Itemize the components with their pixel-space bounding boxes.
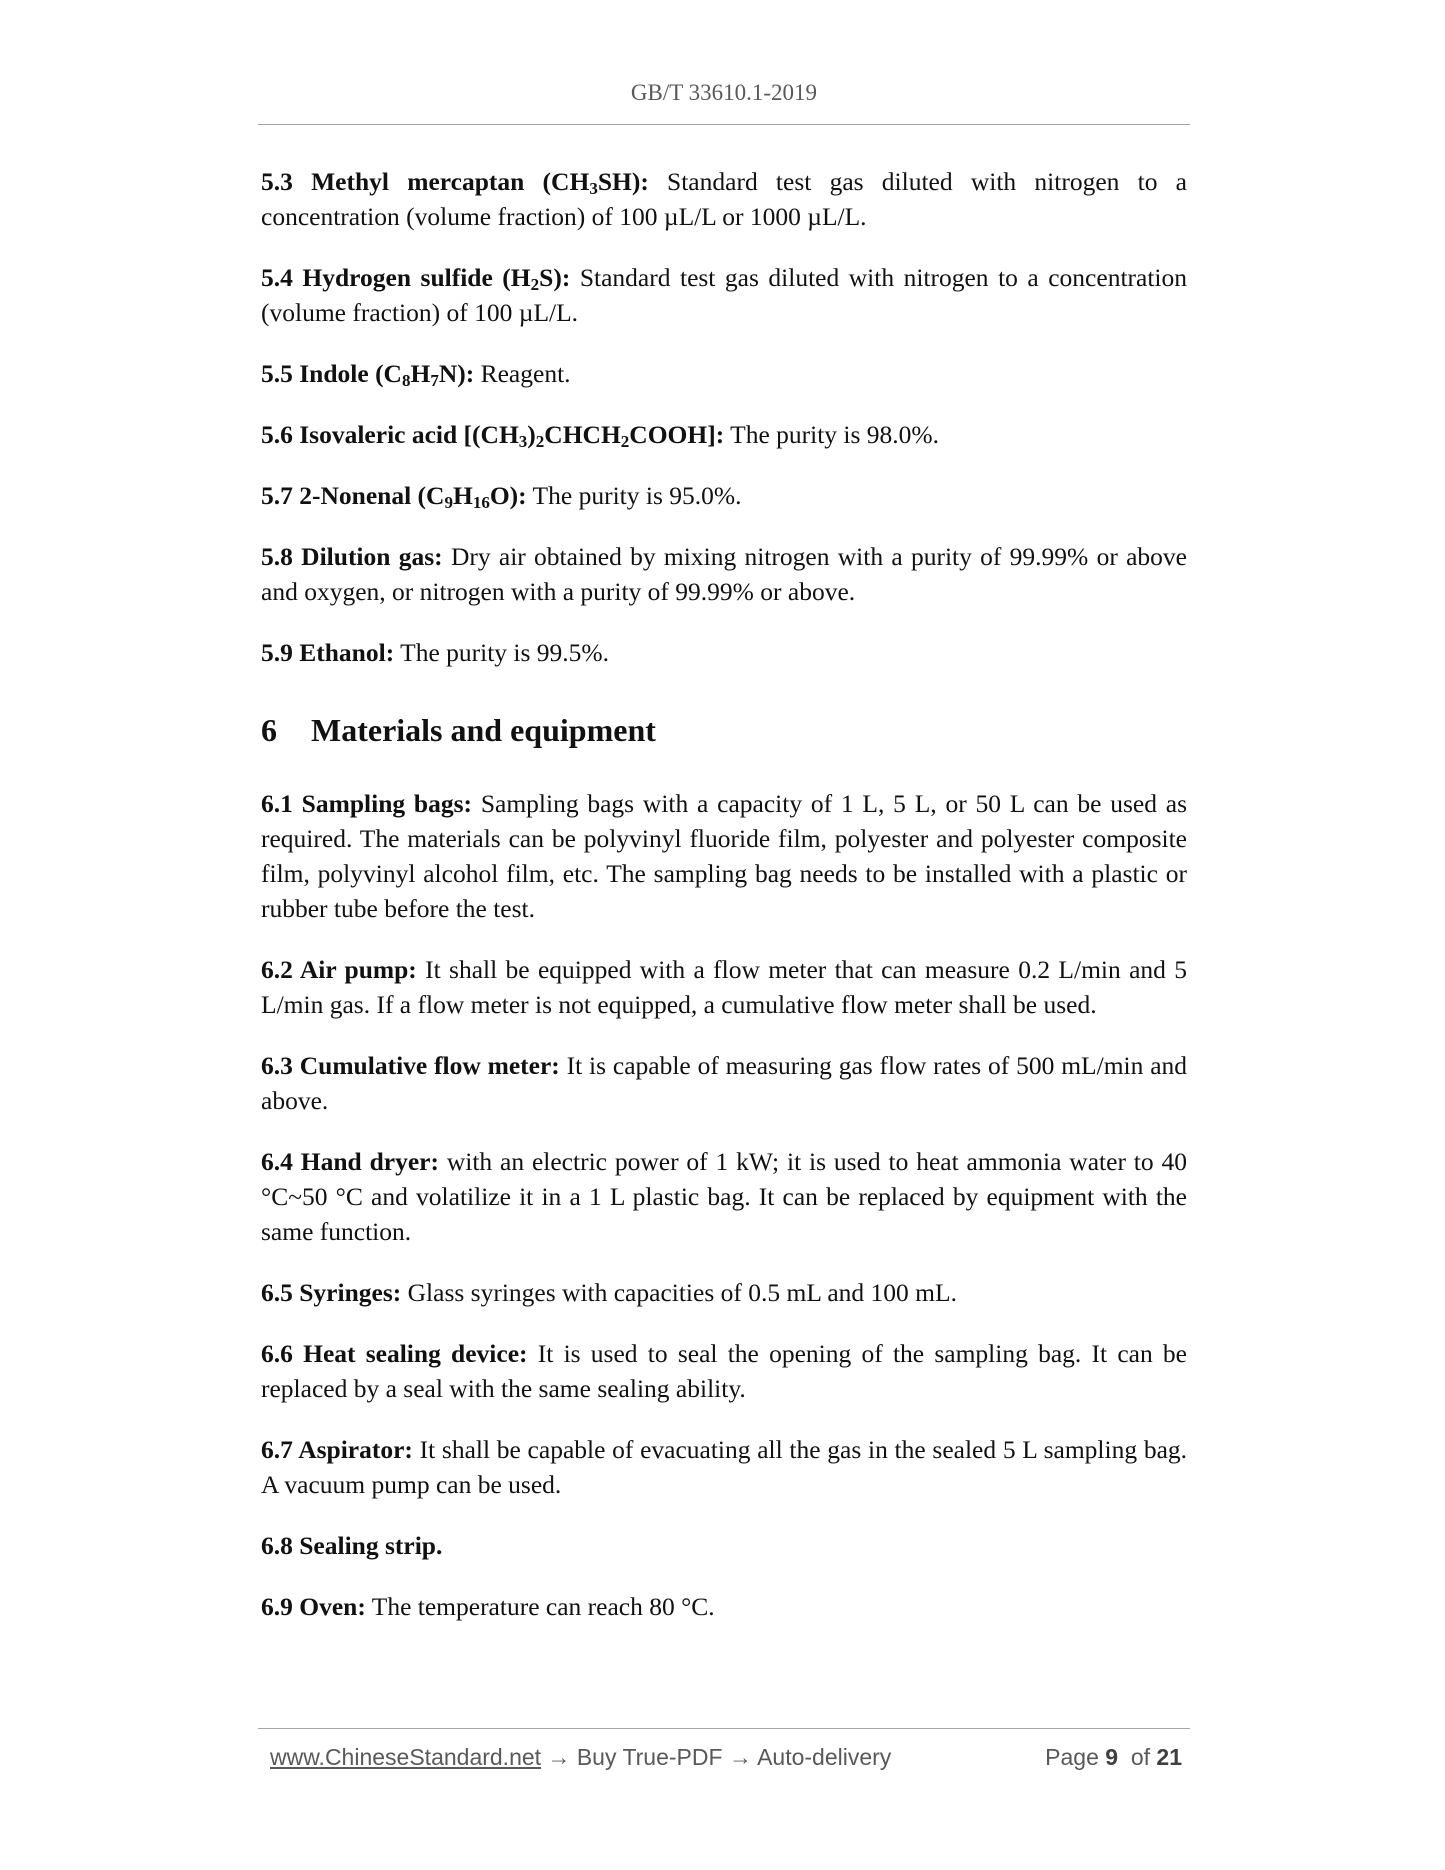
buy-text: Buy True-PDF bbox=[576, 1744, 723, 1770]
page-footer bbox=[270, 1744, 1182, 1776]
item-6-4: 6.4 Hand dryer: with an electric power of 1 kW; it is used to heat ammonia water to 40 °C~50 °C and volatilize it in a 1 L plastic bag. It can be replaced by equipment with the same function. bbox=[261, 1147, 1188, 1246]
item-5-5: 5.5 Indole $(C_8H_7N)$: Reagent. bbox=[261, 359, 571, 390]
item-5-4: 5.4 Hydrogen sulfide $(H_2S)$: Standard test gas diluted with nitrogen to a concentration (volume fraction) of 100 µL/L. bbox=[261, 263, 1188, 327]
page-total: 21 bbox=[1156, 1744, 1182, 1770]
page-number: 9 bbox=[1105, 1744, 1119, 1770]
item-5-6: 5.6 Isovaleric acid $[(CH_3)_2CHCH_2COOH]$: The purity is 98.0%. bbox=[261, 420, 940, 451]
item-5-9: 5.9 Ethanol: The purity is 99.5%. bbox=[261, 638, 610, 667]
item-6-5: 6.5 Syringes: Glass syringes with capacities of 0.5 mL and 100 mL. bbox=[261, 1278, 957, 1307]
page-header: GB/T 33610.1-2019 bbox=[630, 80, 818, 105]
arrow-icon: → bbox=[541, 1744, 577, 1770]
arrow-icon: → bbox=[722, 1744, 758, 1770]
footer-rule bbox=[258, 1728, 1190, 1729]
item-6-7: 6.7 Aspirator: It shall be capable of evacuating all the gas in the sealed 5 L sampling bag. A vacuum pump can be used. bbox=[261, 1435, 1188, 1499]
item-6-6: 6.6 Heat sealing device: It is used to seal the opening of the sampling bag. It can be replaced by a seal with the same sealing ability. bbox=[261, 1339, 1187, 1403]
item-6-9: 6.9 Oven: The temperature can reach 80 °C. bbox=[261, 1592, 715, 1621]
website-link[interactable]: www.ChineseStandard.net bbox=[270, 1744, 542, 1770]
item-6-3: 6.3 Cumulative flow meter: It is capable of measuring gas flow rates of 500 mL/min and above. bbox=[261, 1051, 1188, 1115]
item-5-3: 5.3 Methyl mercaptan $(CH_3SH)$: Standard test gas diluted with nitrogen to a concentration (volume fraction) of 100 µL/L or 1000 µL/L. bbox=[261, 167, 1188, 231]
page-indicator: Page 9 of 21 bbox=[1045, 1744, 1182, 1770]
footer-left bbox=[270, 1744, 891, 1771]
item-6-8: 6.8 Sealing strip. bbox=[261, 1531, 443, 1560]
item-6-1: 6.1 Sampling bags: Sampling bags with a capacity of 1 L, 5 L, or 50 L can be used as required. The materials can be polyvinyl fluoride film, polyester and polyester composite film, polyvinyl alcohol film, etc. The sampling bag needs to be installed with a plastic or rubber tube before the test. bbox=[261, 789, 1188, 923]
header-rule bbox=[258, 124, 1190, 125]
item-5-7: 5.7 2-Nonenal $(C_9H_{16}O)$: The purity is 95.0%. bbox=[261, 481, 742, 512]
section-6-heading: 6 Materials and equipment bbox=[261, 712, 656, 748]
item-5-8: 5.8 Dilution gas: Dry air obtained by mixing nitrogen with a purity of 99.99% or above and oxygen, or nitrogen with a purity of 99.99% or above. bbox=[261, 542, 1187, 606]
page-content bbox=[261, 164, 1187, 1650]
item-6-2: 6.2 Air pump: It shall be equipped with a flow meter that can measure 0.2 L/min and 5 L/min gas. If a flow meter is not equipped, a cumulative flow meter shall be used. bbox=[261, 955, 1187, 1019]
delivery-text: Auto-delivery bbox=[757, 1744, 892, 1770]
